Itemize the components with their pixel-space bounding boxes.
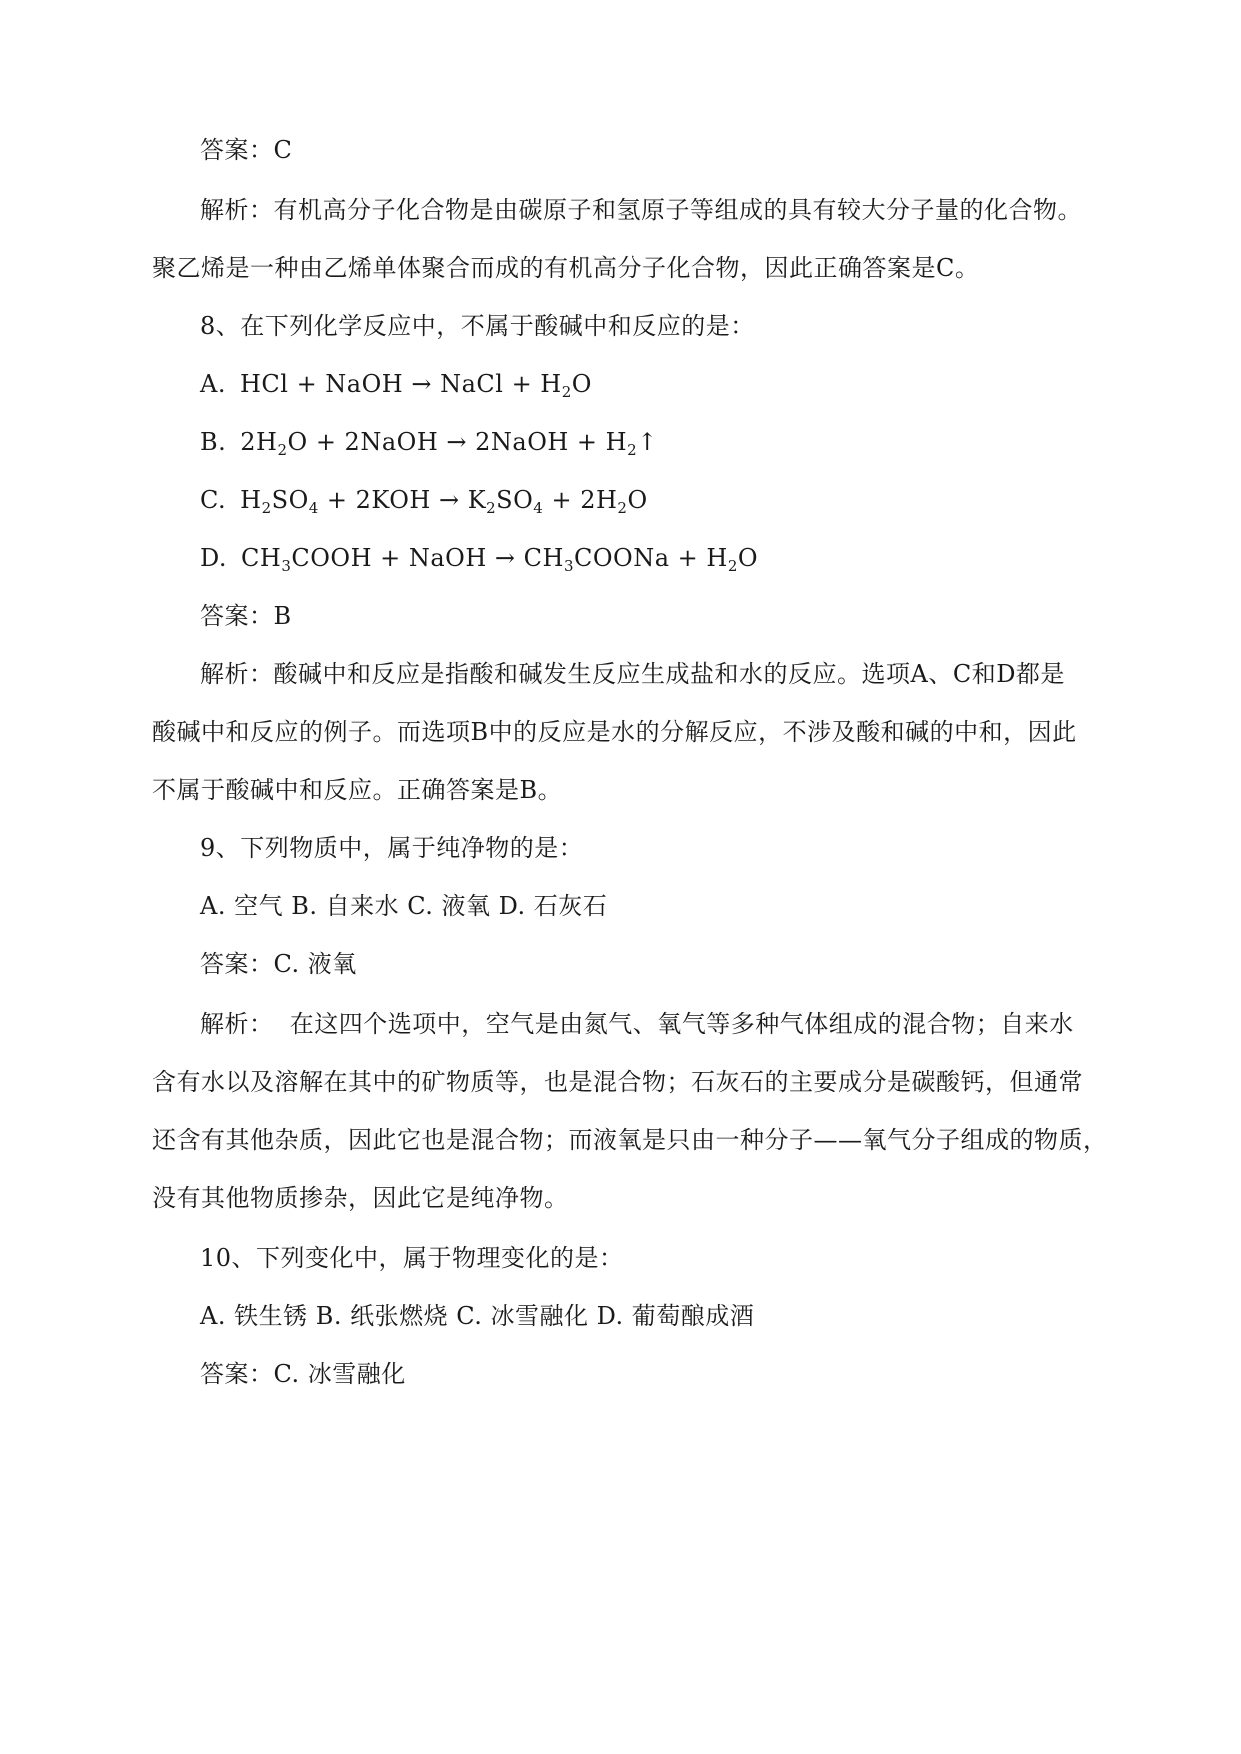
explanation-7-line-1: 解析：有机高分子化合物是由碳原子和氢原子等组成的具有较大分子量的化合物。: [200, 196, 1082, 224]
equation-text: O: [627, 486, 648, 514]
question-8-option-b: [200, 426, 658, 458]
subscript: 2: [727, 557, 738, 575]
subscript: 2: [486, 499, 497, 517]
explanation-8-line-1: 解析：酸碱中和反应是指酸和碱发生反应生成盐和水的反应。选项A、C和D都是: [200, 660, 1065, 688]
question-8-option-c: [200, 484, 648, 516]
question-10: 10、下列变化中，属于物理变化的是：: [200, 1244, 624, 1272]
subscript: 2: [261, 499, 272, 517]
subscript: 2: [561, 383, 572, 401]
explanation-9-line-3: 还含有其他杂质，因此它也是混合物；而液氧是只由一种分子——氧气分子组成的物质，: [152, 1126, 1108, 1154]
answer-7: 答案：C: [200, 136, 293, 164]
question-9: 9、下列物质中，属于纯净物的是：: [200, 834, 584, 862]
equation-text: CH: [241, 544, 282, 572]
answer-10: 答案：C. 冰雪融化: [200, 1360, 406, 1388]
question-8-option-a: [200, 368, 592, 400]
equation-text: H: [240, 486, 262, 514]
explanation-7-line-2: 聚乙烯是一种由乙烯单体聚合而成的有机高分子化合物，因此正确答案是C。: [152, 254, 980, 282]
equation-text: + 2H: [543, 486, 618, 514]
subscript: 3: [281, 557, 292, 575]
equation-text: + 2KOH → K: [318, 486, 487, 514]
explanation-9-line-1: 解析： 在这四个选项中，空气是由氮气、氧气等多种气体组成的混合物；自来水: [200, 1010, 1074, 1038]
answer-9: 答案：C. 液氧: [200, 950, 357, 978]
option-label: D.: [200, 544, 228, 572]
subscript: 2: [617, 499, 628, 517]
equation-text: O: [571, 370, 592, 398]
question-9-options: A. 空气 B. 自来水 C. 液氧 D. 石灰石: [200, 892, 608, 920]
question-8-option-d: [200, 542, 758, 574]
gas-arrow: ↑: [637, 428, 658, 456]
question-8: 8、在下列化学反应中，不属于酸碱中和反应的是：: [200, 312, 755, 340]
option-label: A.: [200, 370, 226, 398]
option-label: C.: [200, 486, 227, 514]
equation-text: SO: [496, 486, 534, 514]
equation-text: HCl + NaOH → NaCl + H: [239, 370, 562, 398]
subscript: 4: [533, 499, 544, 517]
explanation-8-line-2: 酸碱中和反应的例子。而选项B中的反应是水的分解反应，不涉及酸和碱的中和，因此: [152, 718, 1077, 746]
question-10-options: A. 铁生锈 B. 纸张燃烧 C. 冰雪融化 D. 葡萄酿成酒: [200, 1302, 755, 1330]
explanation-8-line-3: 不属于酸碱中和反应。正确答案是B。: [152, 776, 563, 804]
option-label: B.: [200, 428, 227, 456]
subscript: 2: [277, 441, 288, 459]
equation-text: O: [737, 544, 759, 572]
subscript: 4: [308, 499, 319, 517]
explanation-9-line-2: 含有水以及溶解在其中的矿物质等，也是混合物；石灰石的主要成分是碳酸钙，但通常: [152, 1068, 1083, 1096]
equation-text: SO: [271, 486, 309, 514]
equation-text: O + 2NaOH → 2NaOH + H: [287, 428, 628, 456]
equation-text: 2H: [240, 428, 278, 456]
answer-8: 答案：B: [200, 602, 292, 630]
explanation-9-line-4: 没有其他物质掺杂，因此它是纯净物。: [152, 1184, 569, 1212]
equation-text: COOH + NaOH → CH: [291, 544, 564, 572]
equation-text: COONa + H: [574, 544, 728, 572]
subscript: 3: [563, 557, 574, 575]
subscript: 2: [627, 441, 638, 459]
